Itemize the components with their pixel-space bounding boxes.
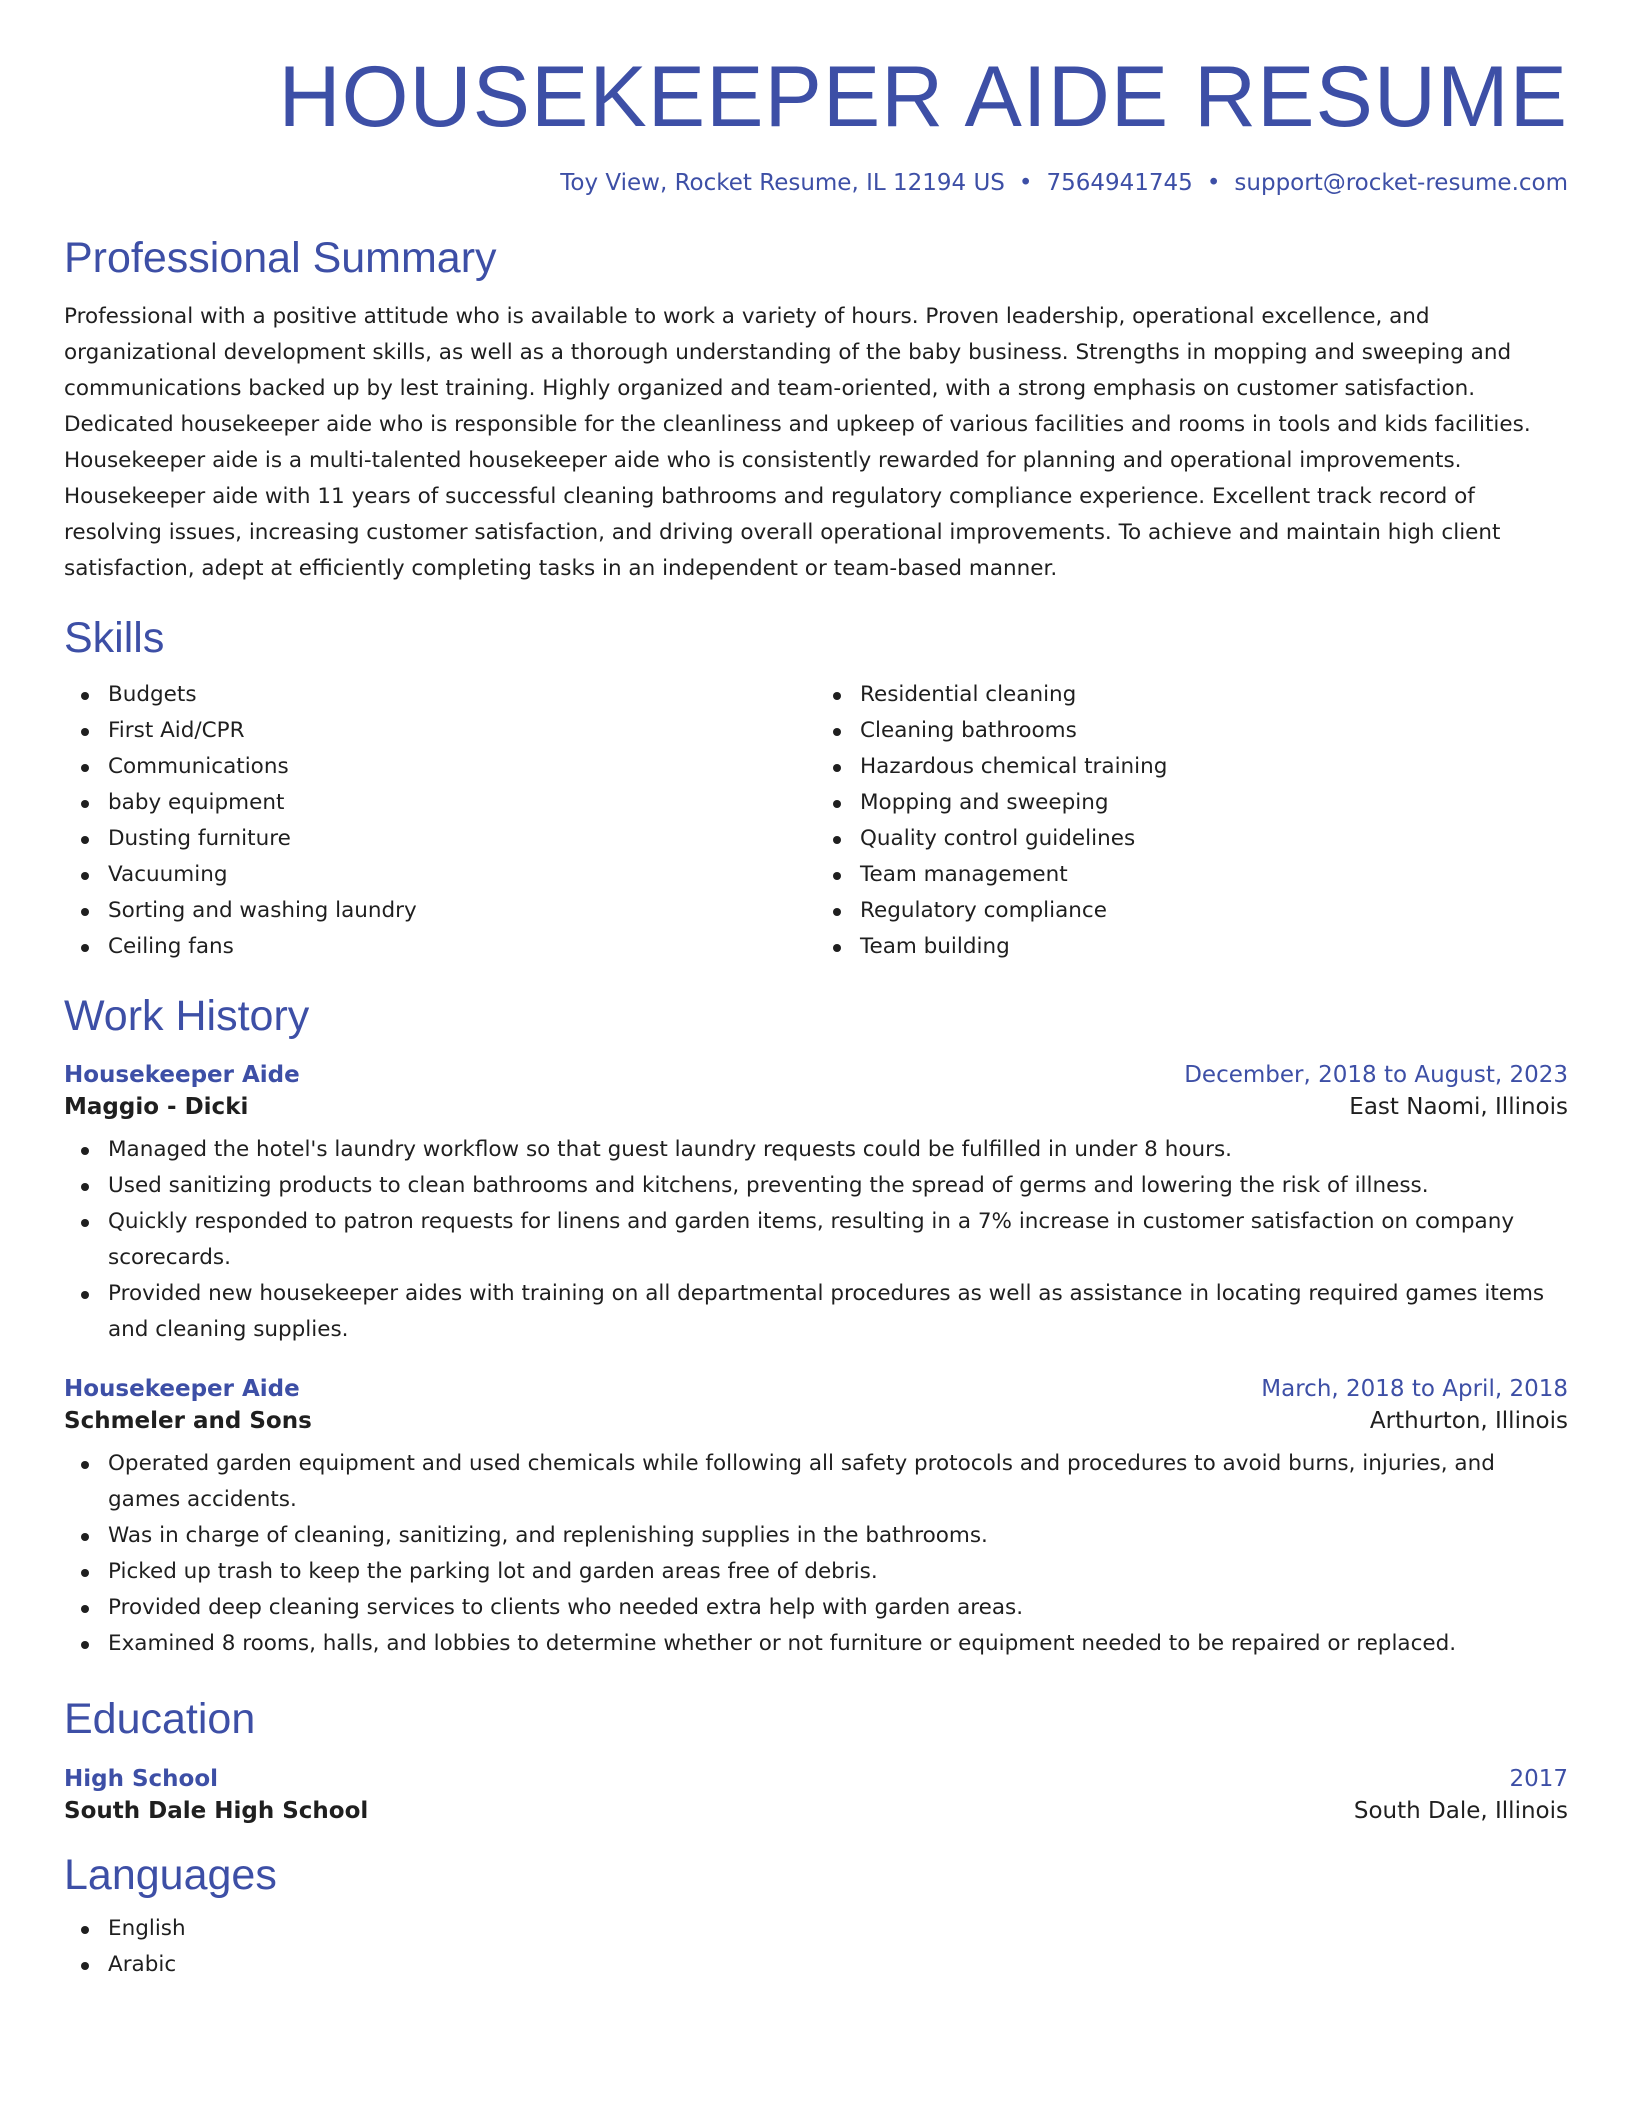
job-header-row xyxy=(64,1062,1568,1088)
skill-item: Ceiling fans xyxy=(64,929,816,965)
skill-item: baby equipment xyxy=(64,785,816,821)
education-school: South Dale High School xyxy=(64,1797,369,1824)
job-company: Maggio - Dicki xyxy=(64,1094,249,1121)
skill-item: Mopping and sweeping xyxy=(816,785,1568,821)
skills-grid xyxy=(64,677,1568,965)
contact-address: Toy View, Rocket Resume, IL 12194 US xyxy=(560,169,1005,196)
summary-heading: Professional Summary xyxy=(64,234,497,283)
job-bullet: Provided deep cleaning services to clients who needed extra help with garden areas. xyxy=(64,1590,1568,1626)
job-bullet: Picked up trash to keep the parking lot and garden areas free of debris. xyxy=(64,1554,1568,1590)
skill-item: Team management xyxy=(816,857,1568,893)
languages-heading: Languages xyxy=(64,1850,277,1899)
job-location: East Naomi, Illinois xyxy=(1349,1094,1568,1121)
skill-item: Sorting and washing laundry xyxy=(64,893,816,929)
contact-phone: 7564941745 xyxy=(1046,169,1193,196)
skill-item: Team building xyxy=(816,929,1568,965)
job-entry xyxy=(64,1376,1568,1662)
contact-email[interactable]: support@rocket-resume.com xyxy=(1234,169,1568,196)
job-bullet: Provided new housekeeper aides with training on all departmental procedures as well as assistance in locating required games items and cleaning supplies. xyxy=(64,1276,1568,1348)
contact-separator: • xyxy=(1206,169,1221,196)
job-location: Arthurton, Illinois xyxy=(1369,1408,1568,1435)
job-dates: December, 2018 to August, 2023 xyxy=(1184,1062,1568,1089)
skill-item: First Aid/CPR xyxy=(64,713,816,749)
education-year: 2017 xyxy=(1509,1765,1568,1792)
resume-title: HOUSEKEEPER AIDE RESUME xyxy=(278,49,1568,145)
skill-item: Hazardous chemical training xyxy=(816,749,1568,785)
skill-item: Budgets xyxy=(64,677,816,713)
job-dates: March, 2018 to April, 2018 xyxy=(1261,1376,1568,1403)
job-bullet: Operated garden equipment and used chemicals while following all safety protocols and procedures to avoid burns, injuries, and games accidents. xyxy=(64,1446,1568,1518)
education-header-row xyxy=(64,1766,1568,1792)
job-bullet: Quickly responded to patron requests for linens and garden items, resulting in a 7% increase in customer satisfaction on company scorecards. xyxy=(64,1204,1568,1276)
job-entry xyxy=(64,1062,1568,1348)
skill-item: Communications xyxy=(64,749,816,785)
skill-item: Vacuuming xyxy=(64,857,816,893)
skill-item: Quality control guidelines xyxy=(816,821,1568,857)
language-item: English xyxy=(64,1911,1568,1947)
work-history-heading: Work History xyxy=(64,991,310,1040)
skill-item: Residential cleaning xyxy=(816,677,1568,713)
language-item: Arabic xyxy=(64,1947,1568,1983)
education-degree: High School xyxy=(64,1765,219,1792)
skills-list-left xyxy=(64,677,816,965)
contact-separator: • xyxy=(1018,169,1033,196)
skill-item: Dusting furniture xyxy=(64,821,816,857)
job-company: Schmeler and Sons xyxy=(64,1408,312,1435)
job-bullets xyxy=(64,1132,1568,1348)
skill-item: Regulatory compliance xyxy=(816,893,1568,929)
education-location: South Dale, Illinois xyxy=(1353,1797,1568,1824)
skill-item: Cleaning bathrooms xyxy=(816,713,1568,749)
job-bullet: Managed the hotel's laundry workflow so that guest laundry requests could be fulfilled in under 8 hours. xyxy=(64,1132,1568,1168)
job-bullet: Used sanitizing products to clean bathrooms and kitchens, preventing the spread of germs and lowering the risk of illness. xyxy=(64,1168,1568,1204)
job-company-row xyxy=(64,1094,1568,1120)
education-school-row xyxy=(64,1798,1568,1824)
skills-heading: Skills xyxy=(64,614,165,663)
education-entry xyxy=(64,1766,1568,1824)
job-bullet: Examined 8 rooms, halls, and lobbies to determine whether or not furniture or equipment needed to be repaired or replaced. xyxy=(64,1626,1568,1662)
skills-list-right xyxy=(816,677,1568,965)
job-bullet: Was in charge of cleaning, sanitizing, and replenishing supplies in the bathrooms. xyxy=(64,1518,1568,1554)
contact-line xyxy=(64,169,1568,199)
job-header-row xyxy=(64,1376,1568,1402)
job-company-row xyxy=(64,1408,1568,1434)
job-role: Housekeeper Aide xyxy=(64,1062,300,1089)
languages-list xyxy=(64,1911,1568,1983)
summary-text: Professional with a positive attitude who is available to work a variety of hours. Proven leadership, operational excellence, and organizational development skills, as well as a thorough understanding of the baby business. Strengths in mopping and sweeping and communications backed up by lest training. Highly organized and team-oriented, with a strong emphasis on customer satisfaction. Dedicated housekeeper aide who is responsible for the cleanliness and upkeep of various facilities and rooms in tools and kids facilities. Housekeeper aide is a multi-talented housekeeper aide who is consistently rewarded for planning and operational improvements. Housekeeper aide with 11 years of successful cleaning bathrooms and regulatory compliance experience. Excellent track record of resolving issues, increasing customer satisfaction, and driving overall operational improvements. To achieve and maintain high client satisfaction, adept at efficiently completing tasks in an independent or team-based manner. xyxy=(64,304,1531,582)
education-heading: Education xyxy=(64,1695,256,1744)
job-role: Housekeeper Aide xyxy=(64,1376,300,1403)
job-bullets xyxy=(64,1446,1568,1662)
